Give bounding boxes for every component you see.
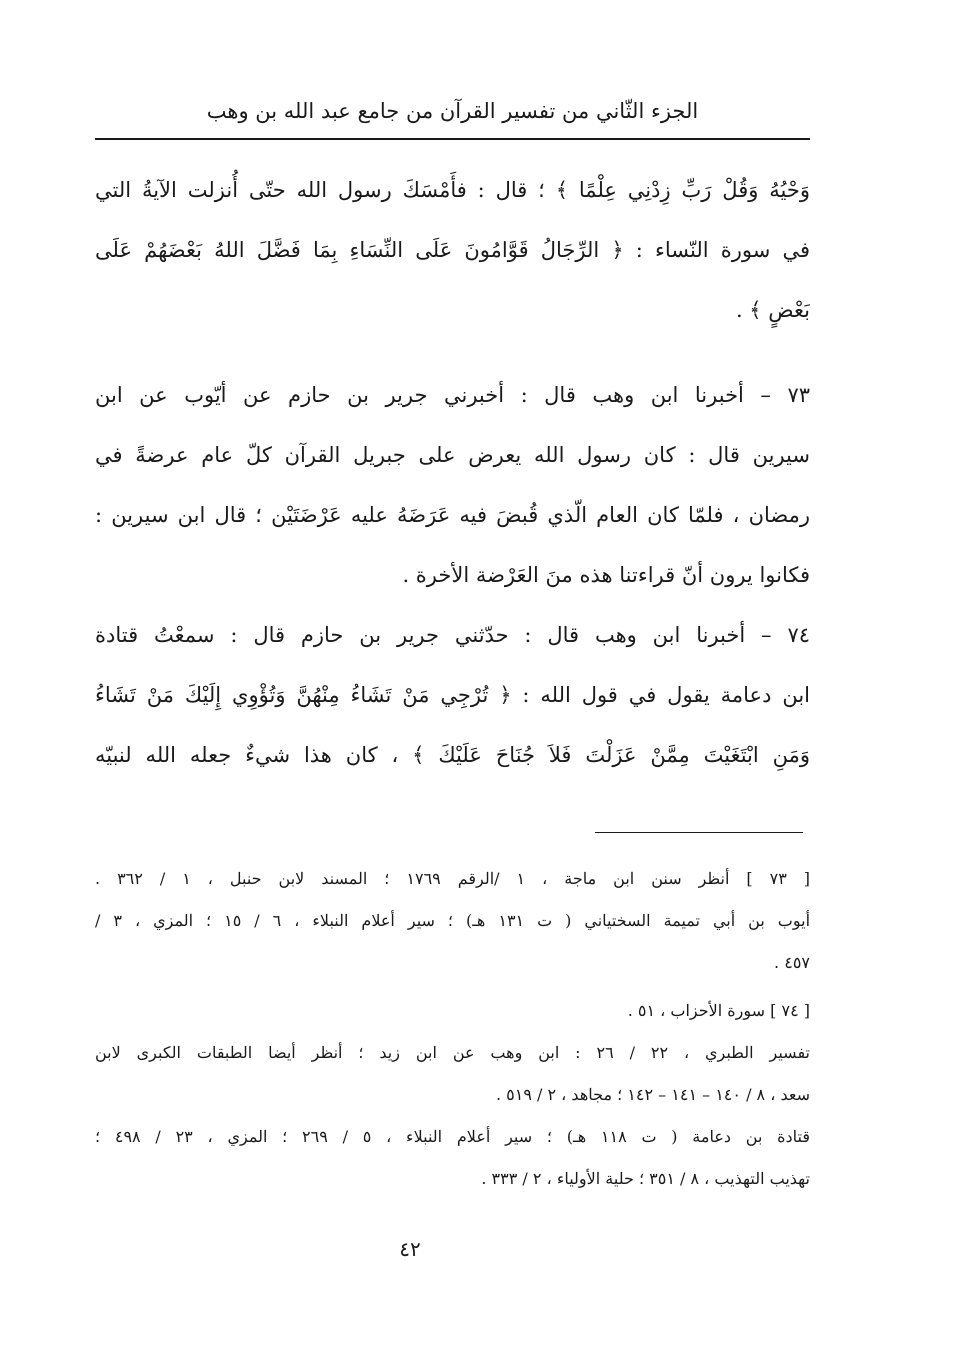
footnote-line: قتادة بن دعامة ( ت ١١٨ هـ) ؛ سير أعلام النبلاء ، ٥ / ٢٦٩ ؛ المزي ، ٢٣ / ٤٩٨ ؛ — [95, 1127, 810, 1146]
text-line: فكانوا يرون أنّ قراءتنا هذه منَ العَرْضة الأخرة . — [402, 563, 810, 587]
footnote-line: [ ٧٣ ] أنظر سنن ابن ماجة ، ١ /الرقم ١٧٦٩ ؛ المسند لابن حنبل ، ١ / ٣٦٢ . — [95, 869, 810, 888]
footnote-separator — [595, 832, 803, 833]
text-line: سيرين قال : كان رسول الله يعرض على جبريل القرآن كلّ عام عرضةً في — [95, 443, 810, 467]
footnote-74 — [95, 990, 810, 1200]
text-line: في سورة النّساء : ﴿ الرِّجَالُ قَوَّامُونَ عَلَى النِّسَاءِ بِمَا فَضَّلَ اللهُ بَعْضَهُمْ عَلَى — [95, 238, 810, 262]
text-line: وَمَنِ ابْتَغَيْتَ مِمَّنْ عَزَلْتَ فَلاَ جُنَاحَ عَلَيْكَ ﴾ ، كان هذا شيءٌ جعله الله لنبيّه — [95, 743, 810, 767]
footnote-line: تهذيب التهذيب ، ٨ / ٣٥١ ؛ حلية الأولياء ، ٢ / ٣٣٣ . — [481, 1169, 810, 1188]
text-line: وَحْيُهُ وَقُلْ رَبِّ زِدْنِي عِلْمًا ﴾ ؛ قال : فأَمْسَكَ رسول الله حتّى أُنزلت الآيةُ التي — [95, 178, 810, 202]
text-line: ٧٤ – أخبرنا ابن وهب قال : حدّثني جرير بن حازم قال : سمعْتُ قتادة — [95, 623, 810, 647]
footnote-73 — [95, 858, 810, 984]
paragraph-continuation — [95, 160, 810, 340]
text-line: بَعْضٍ ﴾ . — [735, 298, 810, 322]
footnote-line: سعد ، ٨ / ١٤٠ – ١٤١ – ١٤٢ ؛ مجاهد ، ٢ / ٥١٩ . — [495, 1085, 810, 1104]
footnote-line: تفسير الطبري ، ٢٢ / ٢٦ : ابن وهب عن ابن زيد ؛ أنظر أيضا الطبقات الكبرى لابن — [95, 1043, 810, 1062]
running-header: الجزء الثّاني من تفسير القرآن من جامع عبد الله بن وهب — [206, 99, 699, 123]
paragraph-74 — [95, 605, 810, 785]
footnote-line: [ ٧٤ ] سورة الأحزاب ، ٥١ . — [627, 1001, 810, 1020]
text-line: ٧٣ – أخبرنا ابن وهب قال : أخبرني جرير بن حازم عن أيّوب عن ابن — [95, 383, 810, 407]
footnote-line: ٤٥٧ . — [774, 953, 810, 972]
page-number: ٤٢ — [399, 1237, 421, 1261]
text-line: رمضان ، فلمّا كان العام الّذي قُبضَ فيه عَرَضَهُ عليه عَرْضَتَيْن ؛ قال ابن سيرين : — [95, 503, 810, 527]
header-rule — [95, 138, 810, 140]
text-line: ابن دعامة يقول في قول الله : ﴿ تُرْجِي مَنْ تَشَاءُ مِنْهُنَّ وَتُؤْوِي إِلَيْكَ مَنْ تَشَاءُ — [95, 683, 810, 707]
paragraph-73 — [95, 365, 810, 605]
footnote-line: أيوب بن أبي تميمة السختياني ( ت ١٣١ هـ) ؛ سير أعلام النبلاء ، ٦ / ١٥ ؛ المزي ، ٣ / — [95, 911, 810, 930]
